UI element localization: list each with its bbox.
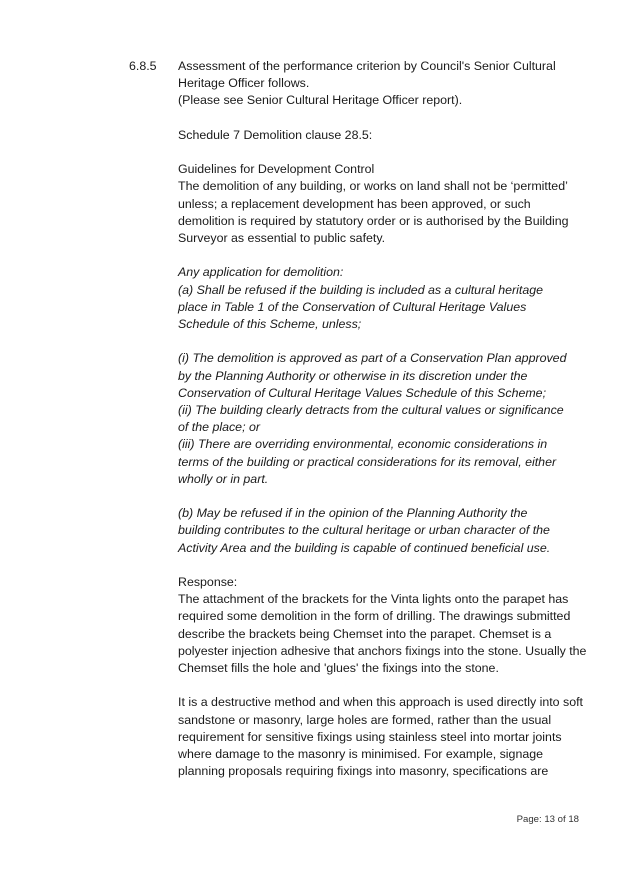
- text-line: place in Table 1 of the Conservation of Cultural Heritage Values: [178, 299, 527, 314]
- section-body: [178, 58, 588, 780]
- text-line: Assessment of the performance criterion by Council's Senior Cultural: [178, 59, 556, 73]
- intro-paragraph: [178, 58, 588, 110]
- text-line: building contributes to the cultural heritage or urban character of the: [178, 523, 550, 538]
- method-paragraph: [178, 694, 588, 780]
- exceptions-list: [178, 350, 588, 488]
- text-line: terms of the building or practical considerations for its removal, either: [178, 454, 557, 469]
- text-line: (a) Shall be refused if the building is included as a cultural heritage: [178, 282, 544, 297]
- text-line: sandstone or masonry, large holes are formed, rather than the usual: [178, 712, 552, 727]
- text-line: (iii) There are overriding environmental, economic considerations in: [178, 437, 548, 452]
- text-line: of the place; or: [178, 420, 260, 435]
- text-line: Surveyor as essential to public safety.: [178, 231, 386, 245]
- text-line: polyester injection adhesive that anchors fixings into the stone. Usually the: [178, 643, 587, 658]
- text-line: requirement for sensitive fixings using stainless steel into mortar joints: [178, 729, 562, 744]
- text-line: describe the brackets being Chemset into the parapet. Chemset is a: [178, 626, 552, 641]
- text-line: wholly or in part.: [178, 471, 269, 486]
- text-line: required some demolition in the form of drilling. The drawings submitted: [178, 609, 571, 624]
- page-number: Page: 13 of 18: [516, 814, 579, 825]
- text-line: Schedule of this Scheme, unless;: [178, 317, 362, 331]
- text-line: (Please see Senior Cultural Heritage Officer report).: [178, 93, 463, 108]
- schedule-reference: Schedule 7 Demolition clause 28.5:: [178, 127, 373, 142]
- section-number: 6.8.5: [129, 59, 157, 73]
- text-line: Activity Area and the building is capable of continued beneficial use.: [178, 540, 551, 555]
- text-line: Any application for demolition:: [178, 265, 344, 280]
- text-line: (b) May be refused if in the opinion of the Planning Authority the: [178, 506, 528, 521]
- response-heading: Response:: [178, 575, 238, 589]
- text-line: Conservation of Cultural Heritage Values Schedule of this Scheme;: [178, 385, 547, 400]
- text-line: The demolition of any building, or works on land shall not be ‘permitted’: [178, 179, 568, 194]
- text-line: planning proposals requiring fixings into masonry, specifications are: [178, 764, 549, 779]
- text-line: (ii) The building clearly detracts from the cultural values or significance: [178, 403, 564, 417]
- text-line: Heritage Officer follows.: [178, 76, 310, 91]
- text-line: by the Planning Authority or otherwise in its discretion under the: [178, 368, 528, 383]
- response-paragraph: [178, 591, 588, 677]
- text-line: unless; a replacement development has been approved, or such: [178, 196, 531, 211]
- guidelines-heading: Guidelines for Development Control: [178, 162, 375, 177]
- text-line: demolition is required by statutory order or is authorised by the Building: [178, 213, 569, 228]
- text-line: The attachment of the brackets for the Vinta lights onto the parapet has: [178, 592, 569, 607]
- text-line: where damage to the masonry is minimised. For example, signage: [178, 747, 544, 762]
- text-line: Chemset fills the hole and 'glues' the fixings into the stone.: [178, 661, 499, 676]
- text-line: It is a destructive method and when this approach is used directly into soft: [178, 695, 583, 710]
- application-clause-a: [178, 264, 588, 333]
- application-clause-b: [178, 505, 588, 557]
- guidelines-paragraph: [178, 178, 588, 247]
- text-line: (i) The demolition is approved as part of a Conservation Plan approved: [178, 351, 567, 366]
